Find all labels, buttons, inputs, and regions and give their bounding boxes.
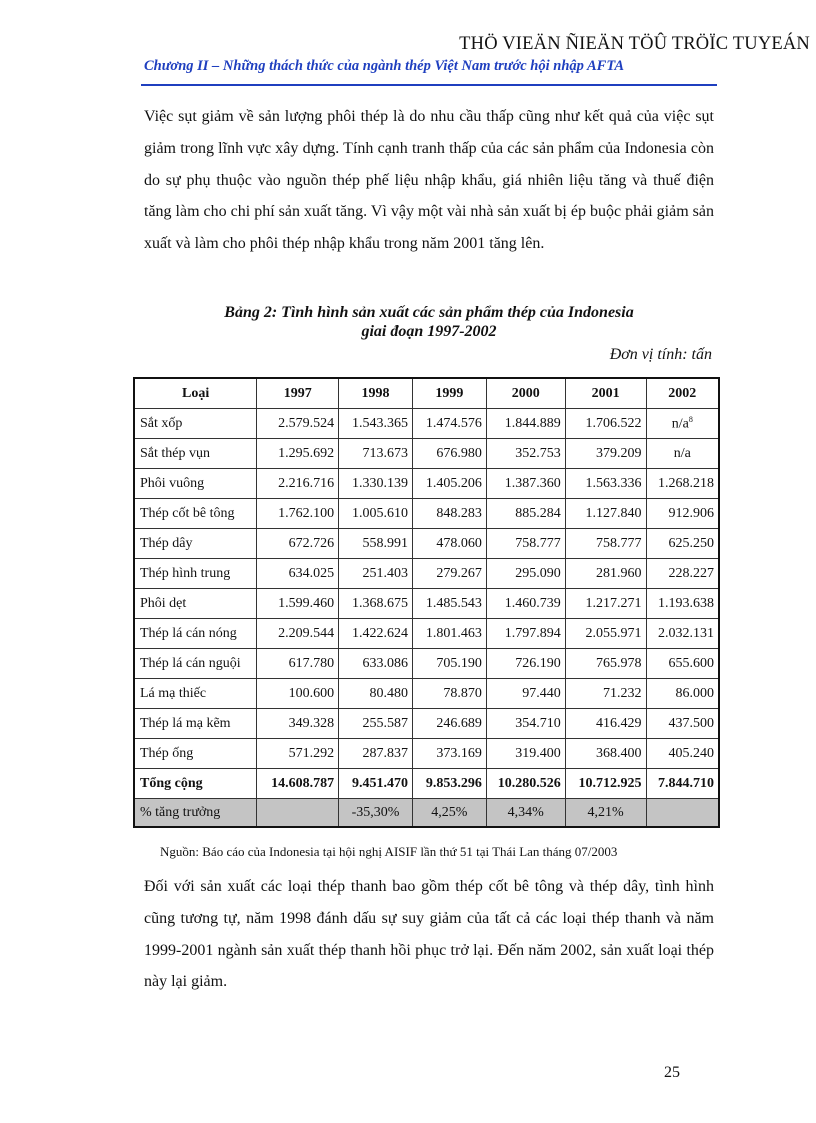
value-cell: 758.777 <box>486 529 565 559</box>
value-cell: 912.906 <box>646 499 719 529</box>
table-row <box>134 709 719 739</box>
value-cell: 405.240 <box>646 739 719 769</box>
row-label: Thép hình trung <box>134 559 257 589</box>
value-text: n/a <box>671 416 689 432</box>
table-row <box>134 439 719 469</box>
value-cell: 726.190 <box>486 649 565 679</box>
row-label: Thép lá mạ kẽm <box>134 709 257 739</box>
value-cell: 1.762.100 <box>257 499 339 529</box>
table-row <box>134 469 719 499</box>
value-cell: 1.485.543 <box>412 589 486 619</box>
watermark-header: THÖ VIEÄN ÑIEÄN TÖÛ TRÖÏC TUYEÁN <box>459 34 810 54</box>
value-cell: 1.268.218 <box>646 469 719 499</box>
value-cell: 2.055.971 <box>565 619 646 649</box>
table-row <box>134 559 719 589</box>
value-cell: 1.474.576 <box>412 409 486 439</box>
row-label: Sắt xốp <box>134 409 257 439</box>
growth-row <box>134 799 719 828</box>
header-cell: Loại <box>134 378 257 409</box>
value-cell: 1.005.610 <box>339 499 413 529</box>
value-cell: 2.032.131 <box>646 619 719 649</box>
value-cell: 2.216.716 <box>257 469 339 499</box>
total-cell: 10.712.925 <box>565 769 646 799</box>
row-label: Phôi dẹt <box>134 589 257 619</box>
value-cell: 1.217.271 <box>565 589 646 619</box>
value-cell: 1.599.460 <box>257 589 339 619</box>
value-cell: 1.797.894 <box>486 619 565 649</box>
value-cell: 2.209.544 <box>257 619 339 649</box>
table-row <box>134 409 719 439</box>
value-cell: 633.086 <box>339 649 413 679</box>
value-cell <box>646 409 719 439</box>
total-cell: 9.451.470 <box>339 769 413 799</box>
growth-cell: 4,21% <box>565 799 646 828</box>
row-label: Thép ống <box>134 739 257 769</box>
value-cell: 86.000 <box>646 679 719 709</box>
value-cell: 251.403 <box>339 559 413 589</box>
header-cell: 2002 <box>646 378 719 409</box>
value-cell: 1.330.139 <box>339 469 413 499</box>
header-cell: 2000 <box>486 378 565 409</box>
value-cell: 379.209 <box>565 439 646 469</box>
table-row <box>134 529 719 559</box>
table-caption-line2: giai đoạn 1997-2002 <box>361 323 497 340</box>
value-cell: 765.978 <box>565 649 646 679</box>
table-source: Nguồn: Báo cáo của Indonesia tại hội nghị AISIF lần thứ 51 tại Thái Lan tháng 07/2003 <box>160 844 618 859</box>
value-cell: 1.405.206 <box>412 469 486 499</box>
value-cell: 1.460.739 <box>486 589 565 619</box>
value-cell: 2.579.524 <box>257 409 339 439</box>
intro-paragraph: Việc sụt giảm về sản lượng phôi thép là do nhu cầu thấp cũng như kết quả của việc sụt giảm trong lĩnh vực xây dựng. Tính cạnh tranh thấp của các sản phẩm của Indonesia còn do sự phụ thuộc vào nguồn thép phế liệu nhập khẩu, giá nhiên liệu tăng và thuế điện tăng làm cho chi phí sản xuất tăng. Vì vậy một vài nhà sản xuất bị ép buộc phải giảm sản xuất và làm cho phôi thép nhập khẩu trong năm 2001 tăng lên. <box>144 108 714 253</box>
value-cell: 1.295.692 <box>257 439 339 469</box>
value-cell: 368.400 <box>565 739 646 769</box>
value-cell: 655.600 <box>646 649 719 679</box>
value-cell: 287.837 <box>339 739 413 769</box>
total-cell: 9.853.296 <box>412 769 486 799</box>
table-row <box>134 649 719 679</box>
table-row <box>134 499 719 529</box>
value-cell: 246.689 <box>412 709 486 739</box>
value-cell: 100.600 <box>257 679 339 709</box>
value-cell: 1.543.365 <box>339 409 413 439</box>
header-cell: 1998 <box>339 378 413 409</box>
footnote-marker: 8 <box>688 414 693 424</box>
value-cell: 705.190 <box>412 649 486 679</box>
growth-label: % tăng trưởng <box>134 799 257 828</box>
value-cell: 437.500 <box>646 709 719 739</box>
value-cell: 672.726 <box>257 529 339 559</box>
value-cell: 1.422.624 <box>339 619 413 649</box>
row-label: Thép dây <box>134 529 257 559</box>
value-cell: 80.480 <box>339 679 413 709</box>
value-cell: 228.227 <box>646 559 719 589</box>
value-cell: 1.193.638 <box>646 589 719 619</box>
header-cell: 2001 <box>565 378 646 409</box>
value-cell: 1.387.360 <box>486 469 565 499</box>
chapter-title: Chương II – Những thách thức của ngành thép Việt Nam trước hội nhập AFTA <box>144 58 625 74</box>
row-label: Lá mạ thiếc <box>134 679 257 709</box>
row-label: Thép cốt bê tông <box>134 499 257 529</box>
table-caption-line1: Bảng 2: Tình hình sản xuất các sản phẩm thép của Indonesia <box>224 304 634 321</box>
table-caption <box>144 303 714 341</box>
row-label: Thép lá cán nguội <box>134 649 257 679</box>
row-label: Thép lá cán nóng <box>134 619 257 649</box>
value-cell: 478.060 <box>412 529 486 559</box>
value-cell: 349.328 <box>257 709 339 739</box>
value-cell: 571.292 <box>257 739 339 769</box>
value-cell: 758.777 <box>565 529 646 559</box>
header-rule <box>141 84 717 86</box>
table-row <box>134 619 719 649</box>
value-cell: 354.710 <box>486 709 565 739</box>
total-row <box>134 769 719 799</box>
value-cell: 848.283 <box>412 499 486 529</box>
unit-label: Đơn vị tính: tấn <box>609 346 712 363</box>
page-number: 25 <box>664 1064 680 1081</box>
value-cell: 78.870 <box>412 679 486 709</box>
header-cell: 1997 <box>257 378 339 409</box>
total-label: Tổng cộng <box>134 769 257 799</box>
value-cell: 1.368.675 <box>339 589 413 619</box>
value-cell: 97.440 <box>486 679 565 709</box>
header-cell: 1999 <box>412 378 486 409</box>
growth-cell: 4,25% <box>412 799 486 828</box>
value-cell: 295.090 <box>486 559 565 589</box>
production-table <box>133 377 720 828</box>
value-cell: 1.563.336 <box>565 469 646 499</box>
table-row <box>134 739 719 769</box>
value-cell: 558.991 <box>339 529 413 559</box>
table-header-row <box>134 378 719 409</box>
value-cell: 1.127.840 <box>565 499 646 529</box>
growth-cell: 4,34% <box>486 799 565 828</box>
value-cell: 885.284 <box>486 499 565 529</box>
total-cell: 14.608.787 <box>257 769 339 799</box>
value-cell: 255.587 <box>339 709 413 739</box>
table-row <box>134 679 719 709</box>
value-cell: 416.429 <box>565 709 646 739</box>
value-cell: 1.801.463 <box>412 619 486 649</box>
value-cell: 319.400 <box>486 739 565 769</box>
value-cell: 279.267 <box>412 559 486 589</box>
value-cell: 1.844.889 <box>486 409 565 439</box>
value-cell: 713.673 <box>339 439 413 469</box>
value-cell: 281.960 <box>565 559 646 589</box>
total-cell: 10.280.526 <box>486 769 565 799</box>
after-paragraph: Đối với sản xuất các loại thép thanh bao gồm thép cốt bê tông và thép dây, tình hình cũng tương tự, năm 1998 đánh dấu sự suy giảm của tất cả các loại thép thanh và năm 1999-2001 ngành sản xuất thép thanh hồi phục trở lại. Đến năm 2002, sản xuất loại thép này lại giảm. <box>144 878 714 991</box>
value-cell: 625.250 <box>646 529 719 559</box>
value-cell: 1.706.522 <box>565 409 646 439</box>
total-cell: 7.844.710 <box>646 769 719 799</box>
value-cell: 676.980 <box>412 439 486 469</box>
value-cell: 71.232 <box>565 679 646 709</box>
row-label: Sắt thép vụn <box>134 439 257 469</box>
value-cell: 617.780 <box>257 649 339 679</box>
table-row <box>134 589 719 619</box>
row-label: Phôi vuông <box>134 469 257 499</box>
growth-cell <box>257 799 339 828</box>
value-cell: 373.169 <box>412 739 486 769</box>
value-cell: 352.753 <box>486 439 565 469</box>
growth-cell <box>646 799 719 828</box>
value-cell: n/a <box>646 439 719 469</box>
value-cell: 634.025 <box>257 559 339 589</box>
growth-cell: -35,30% <box>339 799 413 828</box>
